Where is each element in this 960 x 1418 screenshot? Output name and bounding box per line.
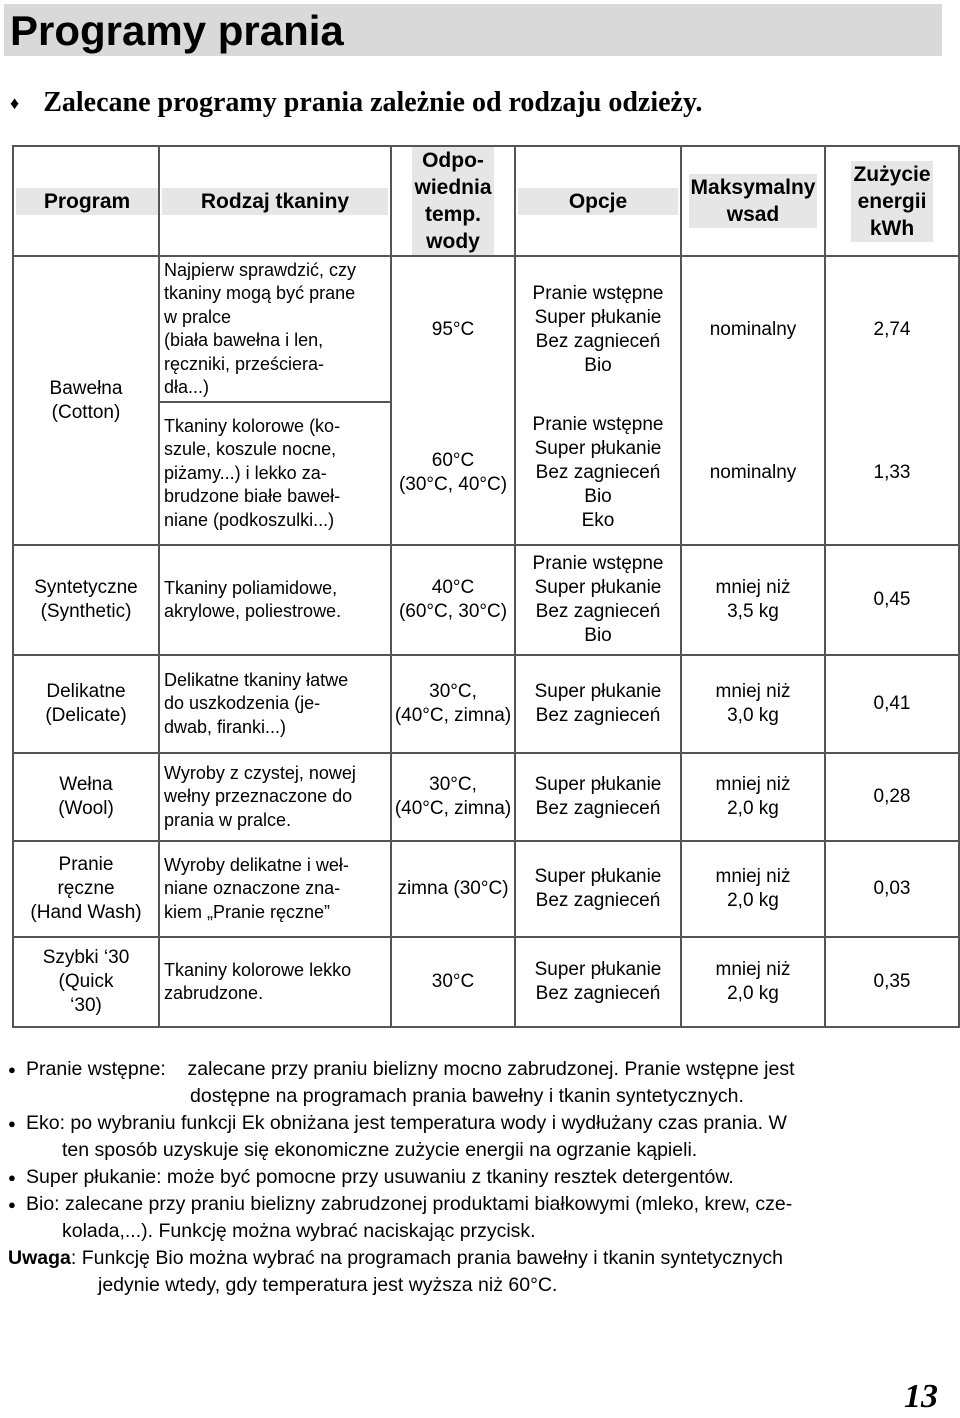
max-load: [681, 256, 825, 402]
header-row: [13, 146, 959, 256]
program-name: [13, 655, 159, 753]
diamond-bullet-icon: ♦: [10, 92, 20, 113]
subtitle-text: Zalecane programy prania zależnie od rodzaju odzieży.: [43, 87, 703, 118]
header-temp-lines: [412, 147, 493, 255]
header-line: Zużycie: [853, 162, 931, 186]
energy-usage: 0,28: [825, 753, 959, 841]
program-name-line: Wełna: [59, 774, 113, 795]
header-energy: [825, 146, 959, 256]
options-line: Bez zagnieceń: [535, 798, 661, 819]
water-temperature: [391, 841, 515, 937]
fabric-description-line: do uszkodzenia (je-: [164, 693, 321, 714]
note-uwaga: [8, 1245, 943, 1272]
note-prewash-line1: zalecane przy praniu bielizny mocno zabrudzonej. Pranie wstępne jest: [187, 1058, 795, 1080]
fabric-description: [159, 256, 391, 402]
program-name-line: (Quick: [58, 971, 114, 992]
water-temperature-line: 30°C: [431, 971, 475, 992]
header-line: kWh: [869, 216, 915, 240]
note-bio-line1: Bio: zalecane przy praniu bielizny zabrudzonej produktami białkowymi (mleko, krew, cze-: [26, 1193, 793, 1215]
header-load-lines: [689, 174, 818, 228]
fabric-description-line: Wyroby delikatne i weł-: [164, 854, 349, 875]
program-name-line: Szybki ‘30: [42, 947, 130, 968]
program-name-line: (Wool): [58, 798, 114, 819]
note-eko-line1: Eko: po wybraniu funkcji Ek obniżana jest temperatura wody i wydłużany czas prania. W: [26, 1112, 787, 1134]
note-uwaga-line2: jedynie wtedy, gdy temperatura jest wyższa niż 60°C.: [98, 1274, 558, 1296]
energy-usage: 0,45: [825, 545, 959, 655]
note-bio: [8, 1191, 943, 1218]
program-name-line: (Hand Wash): [30, 902, 142, 923]
header-load: [681, 146, 825, 256]
options-line: Super płukanie: [534, 959, 662, 980]
max-load-line: 2,0 kg: [727, 890, 779, 911]
fabric-description-line: (biała bawełna i len,: [164, 330, 324, 350]
max-load-line: 2,0 kg: [727, 798, 779, 819]
fabric-description: [159, 402, 391, 545]
max-load-line: 3,5 kg: [727, 601, 779, 622]
fabric-description-line: w pralce: [164, 306, 232, 327]
note-eko: [8, 1110, 943, 1137]
note-prewash-label: Pranie wstępne:: [26, 1058, 166, 1080]
options: [515, 841, 681, 937]
program-name: [13, 256, 159, 545]
options-line: Bio: [584, 625, 612, 646]
note-uwaga-line1: : Funkcję Bio można wybrać na programach prania bawełny i tkanin syntetycznych: [70, 1247, 783, 1269]
options-line: Super płukanie: [534, 438, 662, 459]
fabric-description: [159, 655, 391, 753]
water-temperature: [391, 402, 515, 545]
table-row: [13, 256, 959, 402]
water-temperature-line: (60°C, 30°C): [398, 601, 508, 622]
bullet-icon: ●: [8, 1197, 16, 1212]
max-load: [681, 753, 825, 841]
note-super: [8, 1164, 943, 1191]
bullet-icon: ●: [8, 1116, 16, 1131]
water-temperature-line: (30°C, 40°C): [398, 474, 508, 495]
header-energy-lines: [851, 161, 932, 242]
fabric-description-line: Wyroby z czystej, nowej: [164, 762, 356, 783]
note-super-text: Super płukanie: może być pomocne przy usuwaniu z tkaniny resztek detergentów.: [26, 1166, 734, 1188]
options: [515, 937, 681, 1027]
options-line: Super płukanie: [534, 866, 662, 887]
fabric-description-line: dwab, firanki...): [164, 716, 287, 737]
water-temperature-line: (40°C, zimna): [394, 798, 512, 819]
options-line: Super płukanie: [534, 577, 662, 598]
bullet-icon: ●: [8, 1170, 16, 1185]
fabric-description-line: Tkaniny kolorowe lekko: [164, 959, 352, 980]
note-bio-line2: kolada,...). Funkcję można wybrać naciskając przycisk.: [62, 1220, 536, 1242]
max-load-line: mniej niż: [715, 577, 791, 598]
options-line: Eko: [581, 510, 615, 531]
program-name-line: (Cotton): [51, 401, 121, 423]
water-temperature-line: (40°C, zimna): [394, 705, 512, 726]
max-load-line: mniej niż: [715, 681, 791, 702]
water-temperature-line: 30°C,: [429, 774, 477, 795]
fabric-description-line: piżamy...) i lekko za-: [164, 462, 327, 483]
options: [515, 402, 681, 545]
options-line: Bio: [584, 354, 612, 376]
program-name: [13, 937, 159, 1027]
max-load-line: mniej niż: [715, 866, 791, 887]
header-program: Program: [13, 146, 159, 256]
fabric-description: [159, 937, 391, 1027]
header-line: wody: [426, 230, 480, 253]
options-line: Super płukanie: [534, 774, 662, 795]
program-name: [13, 753, 159, 841]
table-row: [13, 753, 959, 841]
fabric-description-line: akrylowe, poliestrowe.: [164, 601, 342, 621]
max-load: [681, 655, 825, 753]
program-name-line: (Synthetic): [40, 601, 132, 622]
subtitle: [10, 86, 702, 120]
energy-usage: 0,03: [825, 841, 959, 937]
options: [515, 256, 681, 402]
program-name-line: ręczne: [57, 878, 115, 899]
water-temperature-line: zimna (30°C): [397, 878, 509, 899]
page-number: 13: [904, 1378, 938, 1415]
header-line: temp.: [424, 203, 481, 226]
fabric-description-line: niane oznaczone zna-: [164, 878, 341, 899]
energy-usage: 0,41: [825, 655, 959, 753]
header-temp: [391, 146, 515, 256]
fabric-description-line: wełny przeznaczone do: [164, 786, 353, 807]
options-line: Bez zagnieceń: [535, 330, 661, 352]
options-line: Bez zagnieceń: [535, 983, 661, 1004]
water-temperature-line: 60°C: [431, 450, 475, 471]
program-name: [13, 841, 159, 937]
options-line: Super płukanie: [534, 306, 662, 328]
max-load-line: nominalny: [709, 462, 797, 483]
water-temperature-line: 40°C: [431, 577, 475, 598]
fabric-description-line: dła...): [164, 377, 210, 397]
max-load: [681, 937, 825, 1027]
max-load-line: 2,0 kg: [727, 983, 779, 1004]
header-line: wsad: [726, 203, 780, 226]
table-row: [13, 937, 959, 1027]
options-line: Pranie wstępne: [532, 414, 664, 435]
energy-usage: 2,74: [825, 256, 959, 402]
program-name-line: Syntetyczne: [34, 577, 138, 598]
program-name-line: Bawełna: [49, 377, 123, 399]
water-temperature-line: 30°C,: [429, 681, 477, 702]
note-prewash: [8, 1056, 943, 1083]
fabric-description-line: kiem „Pranie ręczne”: [164, 901, 331, 922]
max-load-line: nominalny: [709, 318, 797, 340]
max-load: [681, 841, 825, 937]
energy-usage: 1,33: [825, 402, 959, 545]
water-temperature: [391, 753, 515, 841]
note-uwaga-label: Uwaga: [8, 1247, 71, 1269]
program-name-line: Delikatne: [46, 681, 126, 702]
fabric-description-line: Delikatne tkaniny łatwe: [164, 669, 349, 690]
options-line: Bez zagnieceń: [535, 705, 661, 726]
program-name-line: (Delicate): [45, 705, 127, 726]
fabric-description-line: szule, koszule nocne,: [164, 439, 337, 460]
max-load-line: 3,0 kg: [727, 705, 779, 726]
programs-table: [12, 145, 960, 1028]
table-row: [13, 545, 959, 655]
header-fabric: Rodzaj tkaniny: [159, 146, 391, 256]
options-line: Bio: [584, 486, 612, 507]
fabric-description-line: tkaniny mogą być prane: [164, 283, 356, 303]
max-load-line: mniej niż: [715, 959, 791, 980]
max-load-line: mniej niż: [715, 774, 791, 795]
header-options: Opcje: [515, 146, 681, 256]
water-temperature: [391, 256, 515, 402]
options: [515, 753, 681, 841]
bullet-icon: ●: [8, 1062, 16, 1077]
header-line: wiednia: [414, 176, 492, 199]
water-temperature: [391, 937, 515, 1027]
program-name-line: Pranie: [58, 854, 114, 875]
options-line: Bez zagnieceń: [535, 462, 661, 483]
water-temperature-line: 95°C: [431, 318, 475, 340]
fabric-description: [159, 753, 391, 841]
options-line: Pranie wstępne: [532, 282, 664, 304]
fabric-description-line: prania w pralce.: [164, 809, 292, 830]
fabric-description-line: niane (podkoszulki...): [164, 509, 335, 530]
program-name-line: ‘30): [70, 995, 102, 1016]
fabric-description: [159, 841, 391, 937]
table-row: [13, 655, 959, 753]
max-load: [681, 402, 825, 545]
header-line: energii: [857, 189, 927, 213]
fabric-description-line: zabrudzone.: [164, 983, 264, 1003]
fabric-description-line: Tkaniny kolorowe (ko-: [164, 415, 341, 436]
note-prewash-line2: dostępne na programach prania bawełny i tkanin syntetycznych.: [190, 1085, 744, 1107]
page-title: Programy prania: [10, 7, 344, 54]
program-name: [13, 545, 159, 655]
fabric-description-line: Tkaniny poliamidowe,: [164, 577, 338, 598]
energy-usage: 0,35: [825, 937, 959, 1027]
options-line: Bez zagnieceń: [535, 890, 661, 911]
fabric-description: [159, 545, 391, 655]
fabric-description-line: brudzone białe baweł-: [164, 486, 341, 507]
options-line: Pranie wstępne: [532, 553, 664, 574]
max-load: [681, 545, 825, 655]
fabric-description-line: ręczniki, prześciera-: [164, 353, 325, 374]
water-temperature: [391, 655, 515, 753]
water-temperature: [391, 545, 515, 655]
notes: [8, 1056, 943, 1299]
options: [515, 545, 681, 655]
options-line: Bez zagnieceń: [535, 601, 661, 622]
header-line: Maksymalny: [690, 176, 816, 199]
header-line: Odpo-: [422, 149, 484, 172]
options-line: Super płukanie: [534, 681, 662, 702]
note-eko-line2: ten sposób uzyskuje się ekonomiczne zużycie energii na ogrzanie kąpieli.: [62, 1139, 698, 1161]
title-bar: [4, 4, 942, 56]
options: [515, 655, 681, 753]
table-row: [13, 841, 959, 937]
fabric-description-line: Najpierw sprawdzić, czy: [164, 259, 357, 280]
